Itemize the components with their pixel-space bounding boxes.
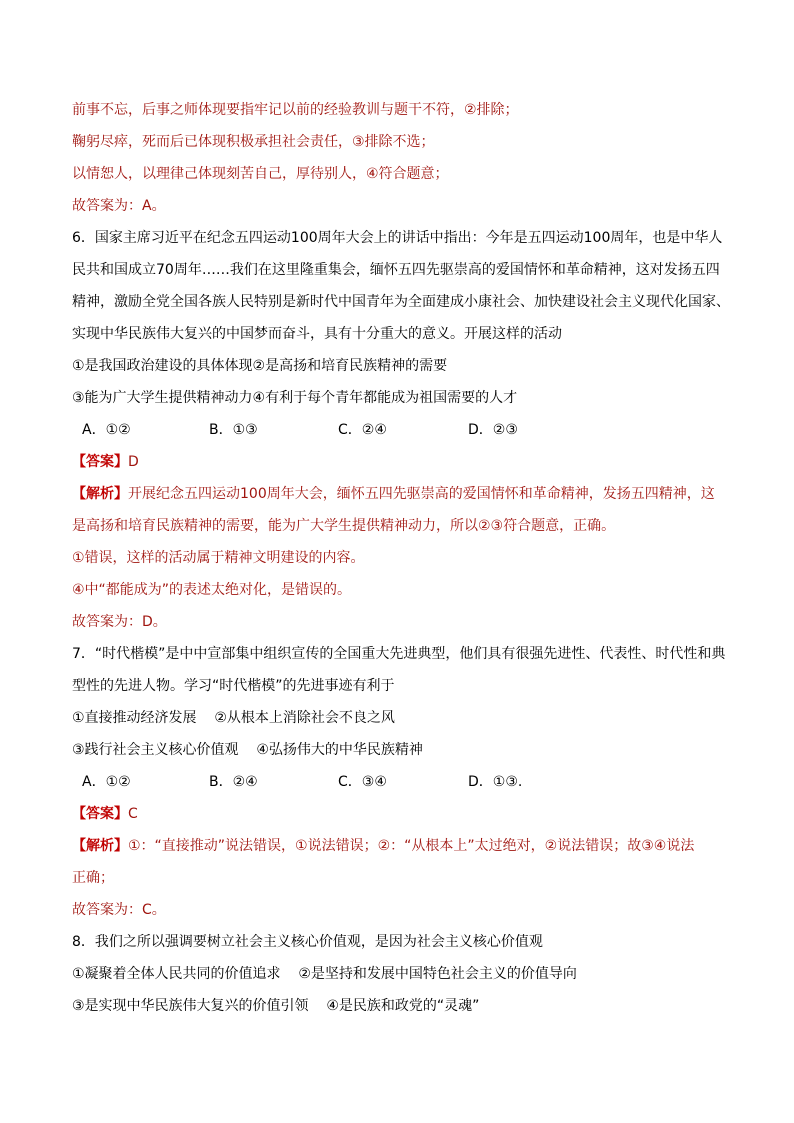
q7-option-d: D．①③. <box>468 774 523 790</box>
q7-stem-line: 7．“时代楷模”是中中宣部集中组织宣传的全国重大先进典型，他们具有很强先进性、代表性、时代性和典 <box>72 646 726 662</box>
q7-stem-line: 型性的先进人物。学习“时代楷模”的先进事迹有利于 <box>72 678 395 694</box>
q6-answer <box>72 452 736 472</box>
prev-analysis-line: 前事不忘，后事之师体现要指牢记以前的经验教训与题干不符，②排除； <box>72 102 519 118</box>
prev-answer-summary: 故答案为：A。 <box>72 198 166 214</box>
q6-answer-summary: 故答案为：D。 <box>72 614 167 630</box>
q6-item-line: ③能为广大学生提供精神动力④有利于每个青年都能成为祖国需要的人才 <box>72 390 518 406</box>
q7-option-b: B．②④ <box>209 774 258 790</box>
answer-value: C <box>128 806 138 822</box>
q6-stem-line: 民共和国成立70周年……我们在这里隆重集会，缅怀五四先驱崇高的爱国情怀和革命精神，这对发扬五四 <box>72 262 720 278</box>
q7-analysis-line <box>72 836 736 856</box>
q6-analysis-line: ④中“都能成为”的表述太绝对化，是错误的。 <box>72 582 352 598</box>
q8-stem-line: 8．我们之所以强调要树立社会主义核心价值观，是因为社会主义核心价值观 <box>72 934 543 950</box>
q6-item-line: ①是我国政治建设的具体体现②是高扬和培育民族精神的需要 <box>72 358 448 374</box>
q7-item-line: ③践行社会主义核心价值观 ④弘扬伟大的中华民族精神 <box>72 742 423 758</box>
q6-analysis-line: 是高扬和培育民族精神的需要，能为广大学生提供精神动力，所以②③符合题意，正确。 <box>72 518 616 534</box>
q6-analysis-line: ①错误，这样的活动属于精神文明建设的内容。 <box>72 550 365 566</box>
q6-stem-line: 实现中华民族伟大复兴的中国梦而奋斗，具有十分重大的意义。开展这样的活动 <box>72 326 562 342</box>
q6-analysis-line <box>72 484 736 504</box>
answer-tag: 【答案】 <box>72 806 128 822</box>
answer-value: D <box>128 454 139 470</box>
q6-option-c: C．②④ <box>338 422 387 438</box>
analysis-text: ①：“直接推动”说法错误，①说法错误；②：“从根本上”太过绝对，②说法错误；故③④说法 <box>128 838 695 854</box>
analysis-tag: 【解析】 <box>72 838 128 854</box>
q6-option-b: B．①③ <box>209 422 258 438</box>
q6-option-a: A．①② <box>82 422 131 438</box>
q7-item-line: ①直接推动经济发展 ②从根本上消除社会不良之风 <box>72 710 395 726</box>
analysis-tag: 【解析】 <box>72 486 128 502</box>
q8-item-line: ③是实现中华民族伟大复兴的价值引领 ④是民族和政党的“灵魂” <box>72 998 480 1014</box>
analysis-text: 开展纪念五四运动100周年大会，缅怀五四先驱崇高的爱国情怀和革命精神，发扬五四精神，这 <box>128 486 715 502</box>
q8-item-line: ①凝聚着全体人民共同的价值追求 ②是坚持和发展中国特色社会主义的价值导向 <box>72 966 577 982</box>
q6-option-d: D．②③ <box>468 422 518 438</box>
prev-analysis-line: 以情恕人，以理律己体现刻苦自己，厚待别人，④符合题意； <box>72 166 449 182</box>
q6-stem-line: 精神，激励全党全国各族人民特别是新时代中国青年为全面建成小康社会、加快建设社会主义现代化国家、 <box>72 294 730 310</box>
q7-answer-summary: 故答案为：C。 <box>72 902 166 918</box>
answer-tag: 【答案】 <box>72 454 128 470</box>
q6-stem-line: 6．国家主席习近平在纪念五四运动100周年大会上的讲话中指出：今年是五四运动100周年，也是中华人 <box>72 230 723 246</box>
q7-analysis-line: 正确； <box>72 870 114 886</box>
prev-analysis-line: 鞠躬尽瘁，死而后已体现积极承担社会责任，③排除不选； <box>72 134 435 150</box>
q7-option-c: C．③④ <box>338 774 387 790</box>
q7-answer <box>72 804 736 824</box>
q7-option-a: A．①② <box>82 774 131 790</box>
